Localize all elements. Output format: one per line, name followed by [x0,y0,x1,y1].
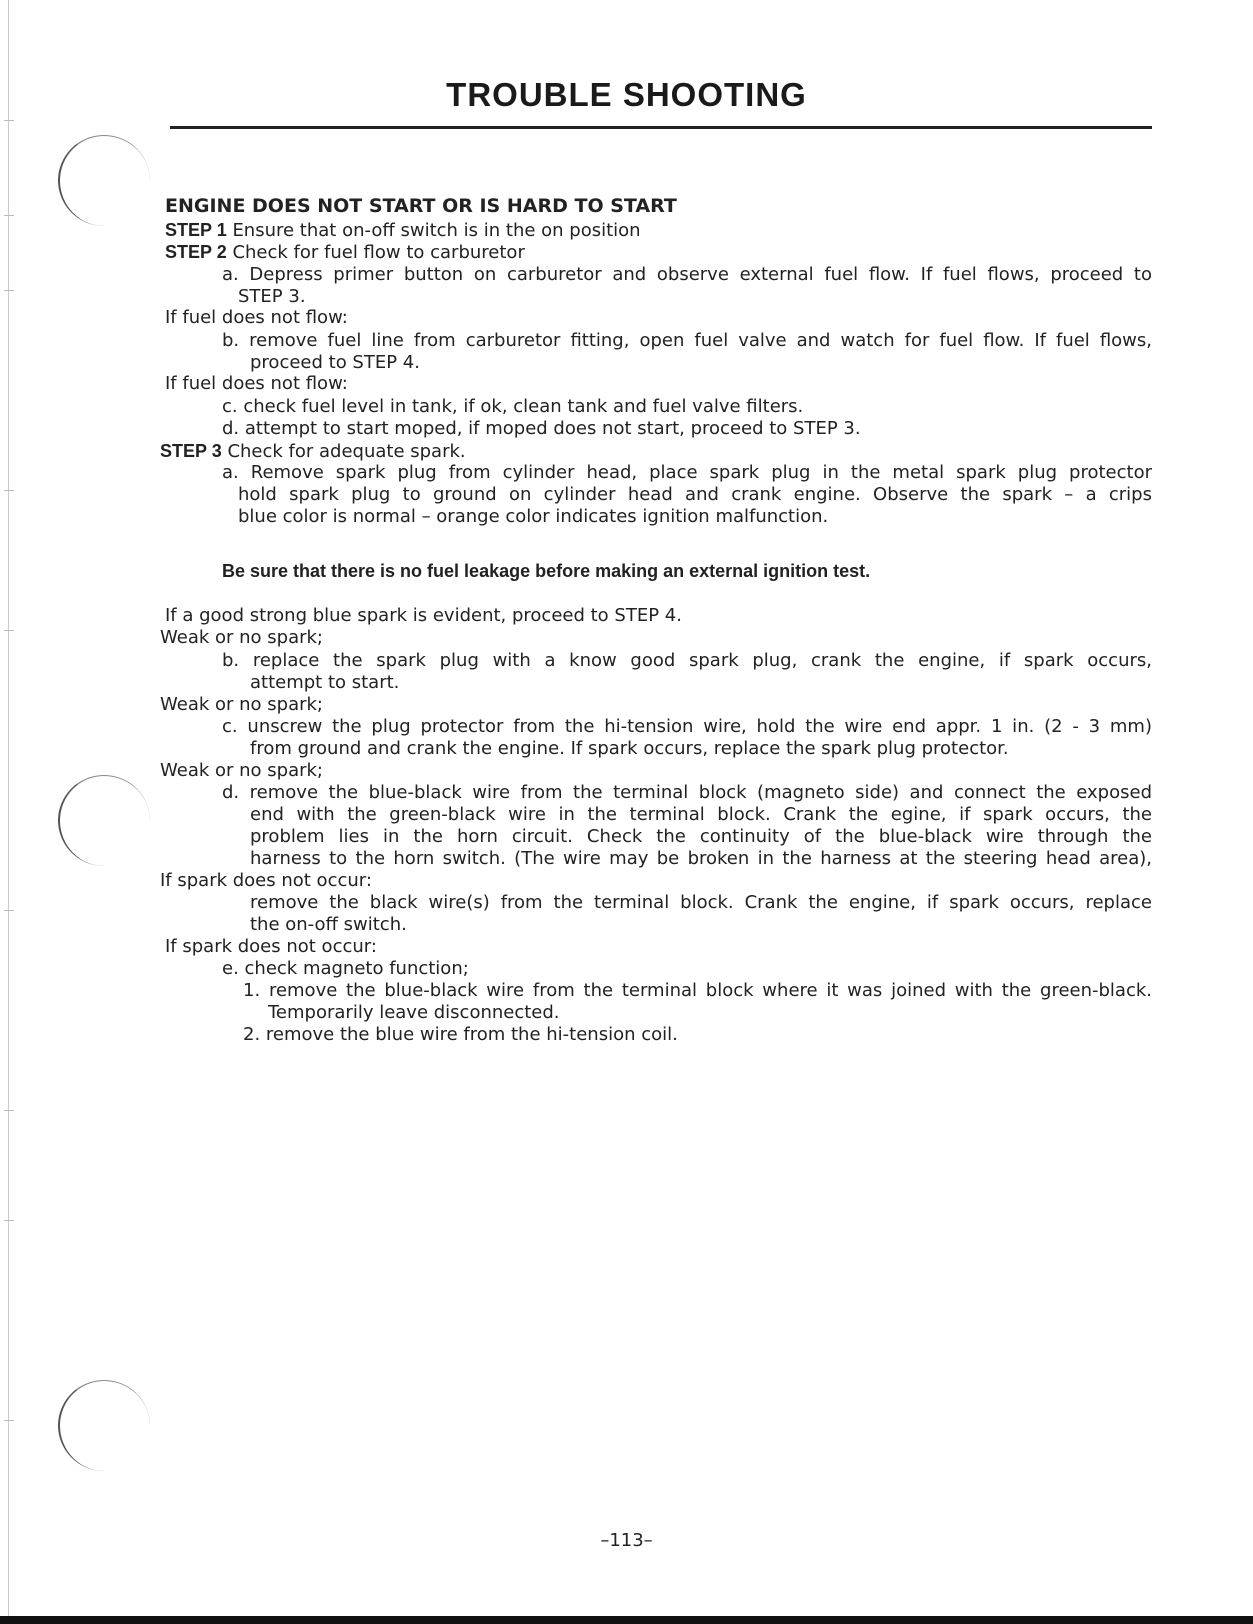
text-line: If spark does not occur: [160,870,372,891]
step-label: STEP 2 [165,242,227,262]
section-heading: ENGINE DOES NOT START OR IS HARD TO START [165,195,677,217]
title-rule [170,126,1152,129]
warning-note: Be sure that there is no fuel leakage before making an external ignition test. [222,561,871,581]
text-line: b. replace the spark plug with a know good spark plug, crank the engine, if spark occurs, [222,650,1152,671]
text-line: c. unscrew the plug protector from the hi-tension wire, hold the wire end appr. 1 in. (2 - 3 mm) [222,716,1152,737]
text-line: attempt to start. [250,672,400,693]
text-line: Weak or no spark; [160,627,323,648]
text-line: blue color is normal – orange color indicates ignition malfunction. [238,506,829,527]
step-text: Ensure that on-off switch is in the on position [232,220,641,241]
text-line: If a good strong blue spark is evident, proceed to STEP 4. [165,605,682,626]
text-line: STEP 3. [238,286,306,307]
text-line: a. Remove spark plug from cylinder head, place spark plug in the metal spark plug protector [222,462,1152,483]
text-line: d. attempt to start moped, if moped does not start, proceed to STEP 3. [222,418,861,439]
punch-hole [58,775,150,866]
step-3 [160,440,466,463]
text-line: a. Depress primer button on carburetor and observe external fuel flow. If fuel flows, proceed to [222,264,1152,285]
text-line: c. check fuel level in tank, if ok, clean tank and fuel valve filters. [222,396,804,417]
step-2 [165,241,525,264]
punch-hole [58,135,150,226]
step-label: STEP 3 [160,441,222,461]
text-line: b. remove fuel line from carburetor fitting, open fuel valve and watch for fuel flow. If fuel flows, [222,330,1152,351]
text-line: remove the black wire(s) from the terminal block. Crank the engine, if spark occurs, replace [250,892,1152,913]
text-line: 2. remove the blue wire from the hi-tension coil. [243,1024,678,1045]
step-label: STEP 1 [165,220,227,240]
text-line: d. remove the blue-black wire from the terminal block (magneto side) and connect the exposed [222,782,1152,803]
edge-tick [4,215,14,216]
text-line: If fuel does not flow: [165,373,348,394]
text-line: Weak or no spark; [160,760,323,781]
edge-tick [4,1220,14,1221]
text-line: the on-off switch. [250,914,407,935]
page-title: TROUBLE SHOOTING [446,76,807,113]
text-line: If fuel does not flow: [165,307,348,328]
text-line: from ground and crank the engine. If spark occurs, replace the spark plug protector. [250,738,1009,759]
step-1 [165,219,641,242]
page-edge [8,0,9,1624]
text-line: end with the green-black wire in the terminal block. Crank the egine, if spark occurs, the [250,804,1152,825]
text-line: e. check magneto function; [222,958,469,979]
text-line: problem lies in the horn circuit. Check the continuity of the blue-black wire through the [250,826,1152,847]
edge-tick [4,490,14,491]
edge-tick [4,1110,14,1111]
edge-tick [4,290,14,291]
step-text: Check for adequate spark. [227,441,466,462]
text-line: hold spark plug to ground on cylinder head and crank engine. Observe the spark – a crips [238,484,1152,505]
text-line: Temporarily leave disconnected. [268,1002,560,1023]
edge-tick [4,630,14,631]
text-line: Weak or no spark; [160,694,323,715]
text-line: 1. remove the blue-black wire from the terminal block where it was joined with the green-black. [243,980,1152,1001]
text-line: harness to the horn switch. (The wire may be broken in the harness at the steering head area), [250,848,1152,869]
edge-tick [4,120,14,121]
edge-tick [4,1420,14,1421]
punch-hole [58,1380,150,1471]
step-text: Check for fuel flow to carburetor [232,242,525,263]
scan-bottom-edge [0,1616,1253,1624]
text-line: proceed to STEP 4. [250,352,420,373]
page-number: –113– [600,1530,653,1551]
edge-tick [4,910,14,911]
text-line: If spark does not occur: [165,936,377,957]
